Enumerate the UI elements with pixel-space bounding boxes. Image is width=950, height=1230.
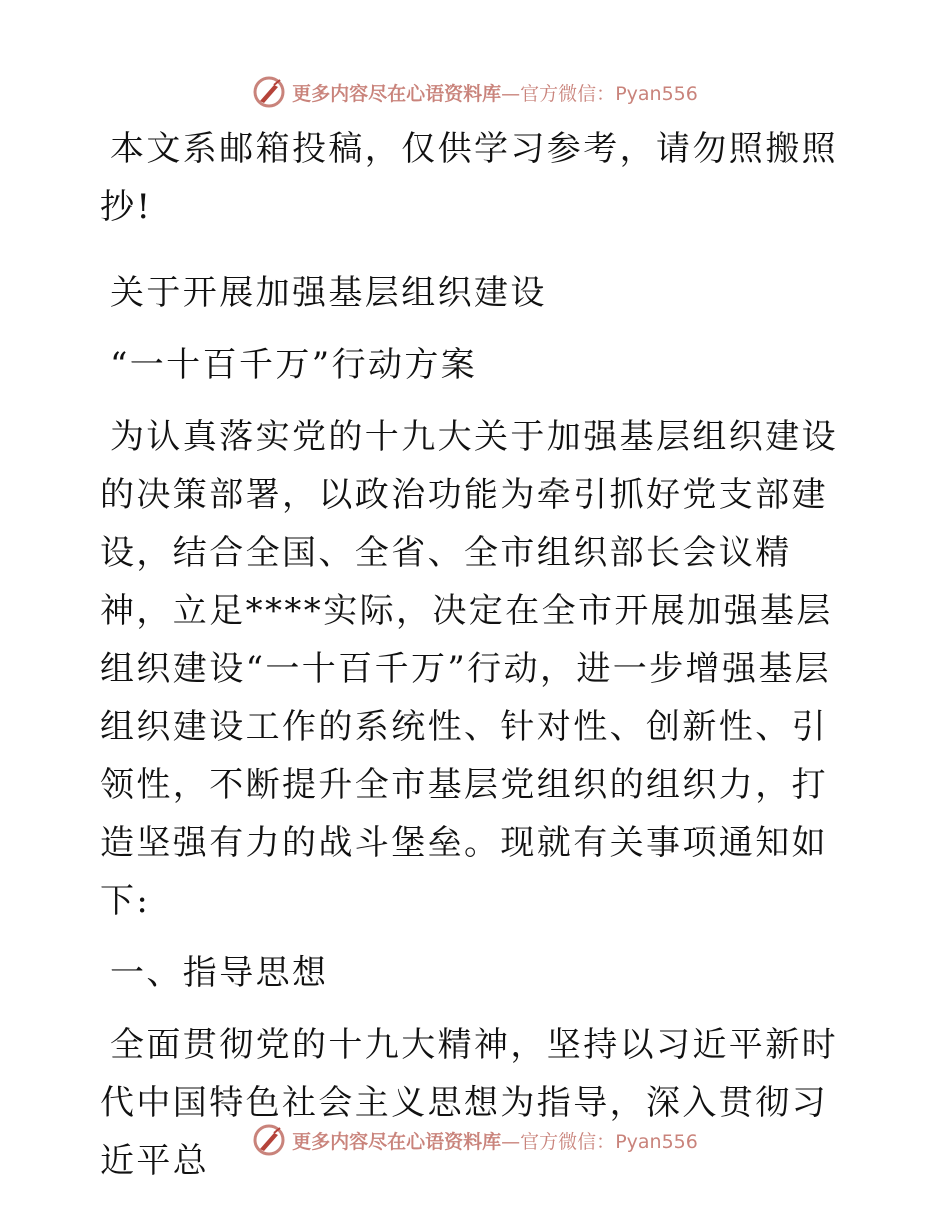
watermark-dash: — xyxy=(501,1130,521,1153)
watermark-main: 更多内容尽在心语资料库 xyxy=(292,82,502,105)
watermark-text xyxy=(292,1127,698,1154)
watermark-wechat-label: 官方微信： xyxy=(520,1130,616,1153)
footer-watermark xyxy=(0,1120,950,1160)
notice-paragraph: 本文系邮箱投稿，仅供学习参考，请勿照搬照抄! xyxy=(100,129,838,227)
title-line-2: “一十百千万”行动方案 xyxy=(110,345,478,385)
document-body xyxy=(100,120,860,1190)
watermark-main: 更多内容尽在心语资料库 xyxy=(292,1130,502,1153)
header-watermark xyxy=(0,72,950,112)
section-1-body: 全面贯彻党的十九大精神，坚持以习近平新时代中国特色社会主义思想为指导，深入贯彻习近平总 xyxy=(100,1025,838,1181)
watermark-text xyxy=(292,79,698,106)
watermark-wechat-id: Pyan556 xyxy=(615,1130,698,1153)
watermark-dash: — xyxy=(501,82,521,105)
quill-logo-icon xyxy=(252,1123,286,1157)
watermark-wechat-label: 官方微信： xyxy=(520,82,616,105)
title-line-1: 关于开展加强基层组织建设 xyxy=(110,273,547,313)
section-1-heading: 一、指导思想 xyxy=(110,953,329,993)
watermark-wechat-id: Pyan556 xyxy=(615,82,698,105)
quill-logo-icon xyxy=(252,75,286,109)
intro-paragraph: 为认真落实党的十九大关于加强基层组织建设的决策部署，以政治功能为牵引抓好党支部建设，结合全国、全省、全市组织部长会议精神，立足****实际，决定在全市开展加强基层组织建设“一十百千万”行动，进一步增强基层组织建设工作的系统性、针对性、创新性、引领性，不断提升全市基层党组织的组织力，打造坚强有力的战斗堡垒。现就有关事项通知如下: xyxy=(100,417,838,921)
